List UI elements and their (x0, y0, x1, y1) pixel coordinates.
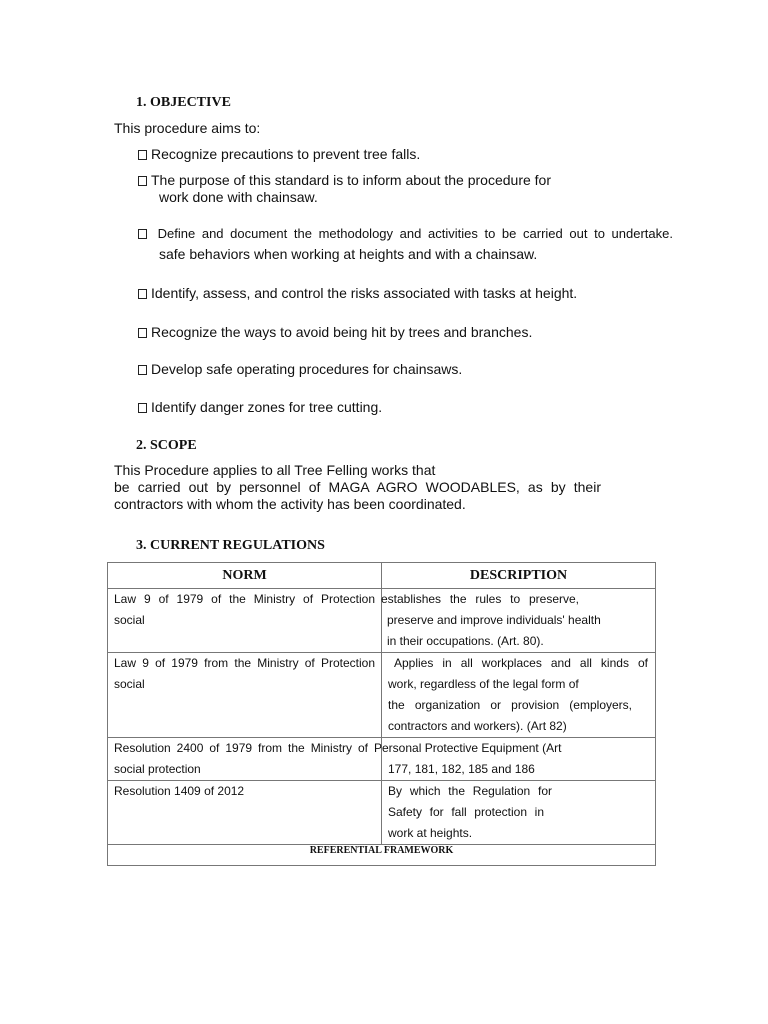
cell-line: social (114, 613, 145, 627)
table-row (108, 781, 656, 845)
cell-line: Law 9 of 1979 from the Ministry of Protection (114, 656, 375, 670)
cell-line: Resolution 1409 of 2012 (114, 784, 245, 798)
table-footer-row (108, 845, 656, 866)
cell-line: ersonal Protective Equipment (Art (382, 741, 562, 755)
list-item (138, 226, 673, 241)
regulations-table (107, 562, 656, 866)
bullet-icon (138, 403, 147, 413)
table-caption: REFERENTIAL FRAMEWORK (108, 845, 656, 866)
description-cell (382, 738, 656, 781)
cell-line: Resolution 2400 of 1979 from the Ministry of P (114, 741, 382, 755)
list-item-text: Identify danger zones for tree cutting. (151, 399, 383, 415)
scope-line: contractors with whom the activity has been coordinated. (114, 496, 466, 512)
cell-line: Law 9 of 1979 of the Ministry of Protection (114, 592, 375, 606)
cell-line: the organization or provision (employers, (388, 698, 632, 712)
cell-line: preserve and improve individuals' health (387, 613, 601, 627)
list-item-continuation: safe behaviors when working at heights and with a chainsaw. (159, 246, 538, 262)
cell-line: contractors and workers). (Art 82) (388, 719, 567, 733)
list-item (138, 324, 532, 341)
cell-line: 177, 181, 182, 185 and 186 (388, 762, 535, 776)
list-item (138, 146, 420, 163)
objective-intro: This procedure aims to: (114, 120, 261, 136)
list-item-text: Define and document the methodology and activities to be carried out to undertake. (157, 226, 673, 241)
cell-line: work, regardless of the legal form of (388, 677, 579, 691)
list-item (138, 361, 462, 378)
cell-line: establishes the rules to preserve, (381, 592, 579, 606)
scope-line: be carried out by personnel of MAGA AGRO WOODABLES, as by their (114, 479, 601, 495)
cell-line: social (114, 677, 145, 691)
list-item (138, 399, 382, 416)
list-item-continuation: work done with chainsaw. (159, 189, 318, 205)
table-row (108, 738, 656, 781)
list-item-text: Develop safe operating procedures for chainsaws. (151, 361, 463, 377)
norm-cell (108, 653, 382, 738)
description-cell (382, 589, 656, 653)
table-header-row (108, 563, 656, 589)
norm-cell (108, 781, 382, 845)
list-item-text: Identify, assess, and control the risks associated with tasks at height. (151, 285, 578, 301)
cell-line: By which the Regulation for (388, 784, 552, 798)
column-header-norm: NORM (108, 563, 382, 589)
norm-cell (108, 589, 382, 653)
bullet-icon (138, 365, 147, 375)
norm-cell (108, 738, 382, 781)
list-item-text: Recognize precautions to prevent tree falls. (151, 146, 421, 162)
table-row (108, 653, 656, 738)
table-row (108, 589, 656, 653)
description-cell (382, 781, 656, 845)
cell-line: work at heights. (388, 826, 473, 840)
cell-line: social protection (114, 762, 201, 776)
bullet-icon (138, 176, 147, 186)
description-cell (382, 653, 656, 738)
list-item-text: Recognize the ways to avoid being hit by trees and branches. (151, 324, 533, 340)
bullet-icon (138, 150, 147, 160)
bullet-icon (138, 328, 147, 338)
scope-line: This Procedure applies to all Tree Felling works that (114, 462, 436, 478)
column-header-description: DESCRIPTION (382, 563, 656, 589)
cell-line: in their occupations. (Art. 80). (387, 634, 544, 648)
scope-heading: 2. SCOPE (136, 438, 197, 453)
list-item-text: The purpose of this standard is to inform about the procedure for (151, 172, 552, 188)
objective-heading: 1. OBJECTIVE (136, 95, 231, 110)
bullet-icon (138, 289, 147, 299)
list-item (138, 172, 551, 189)
cell-line: Applies in all workplaces and all kinds of (394, 656, 648, 670)
bullet-icon (138, 229, 147, 239)
cell-line: Safety for fall protection in (388, 805, 544, 819)
list-item (138, 285, 577, 302)
regulations-heading: 3. CURRENT REGULATIONS (136, 538, 325, 553)
